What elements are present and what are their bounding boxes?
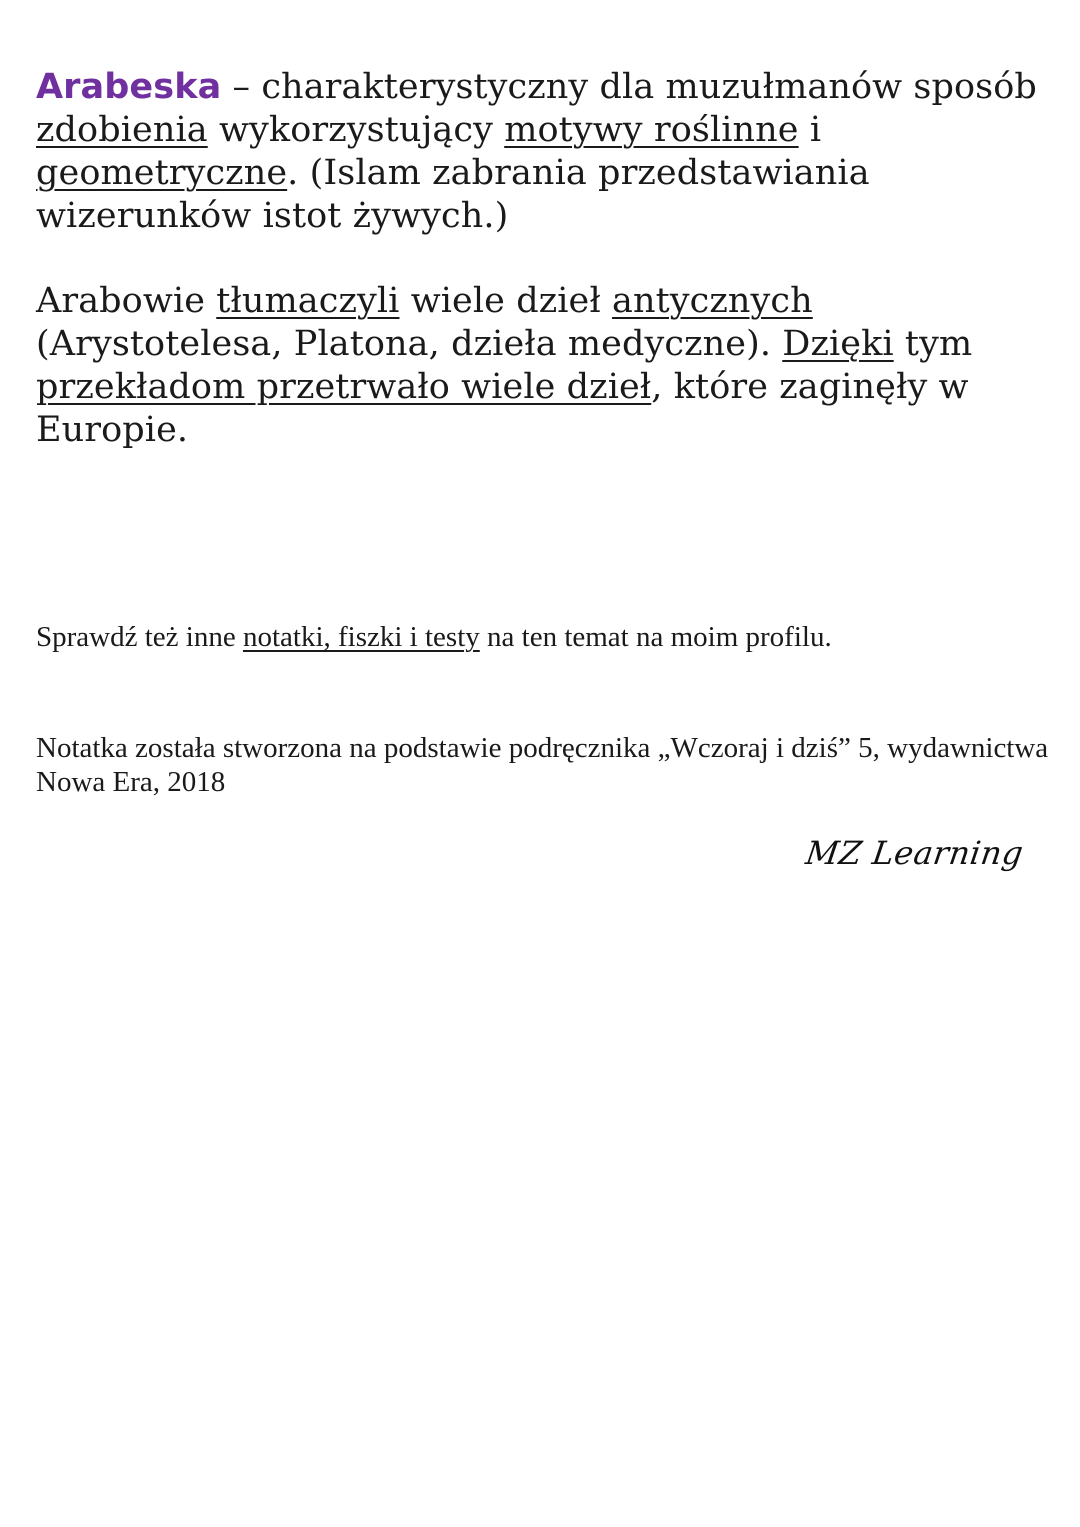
- underlined-antycznych: antycznych: [612, 281, 813, 321]
- text-segment: i: [798, 110, 822, 150]
- underlined-motywy: motywy roślinne: [504, 110, 799, 150]
- underlined-dzieki: Dzięki: [782, 324, 894, 364]
- paragraph-arabowie: [36, 280, 1046, 452]
- text-segment: Sprawdź też inne: [36, 621, 243, 653]
- source-note: Notatka została stworzona na podstawie podręcznika „Wczoraj i dziś” 5, wydawnictwa Nowa Era, 2018: [36, 732, 1049, 798]
- underlined-tlumaczyli: tłumaczyli: [216, 281, 400, 321]
- text-segment: . (Islam zabrania przedstawiania wizerunków istot żywych.): [36, 153, 870, 236]
- term-arabeska: Arabeska: [36, 67, 222, 107]
- profile-note: [36, 620, 1056, 654]
- text-segment: wykorzystujący: [207, 110, 505, 150]
- text-segment: tym: [893, 324, 973, 364]
- text-segment: na ten temat na moim profilu.: [479, 621, 832, 653]
- text-segment: , które zaginęły w Europie.: [36, 367, 969, 450]
- underlined-notatki-fiszki-testy: notatki, fiszki i testy: [242, 621, 480, 653]
- text-segment: (Arystotelesa, Platona, dzieła medyczne).: [36, 324, 783, 364]
- underlined-przekladom: przekładom przetrwało wiele dzieł: [36, 367, 652, 407]
- text-segment: wiele dzieł: [399, 281, 613, 321]
- text-segment: Arabowie: [36, 281, 217, 321]
- paragraph-arabeska: [36, 66, 1046, 238]
- underlined-zdobienia: zdobienia: [36, 110, 208, 150]
- underlined-geometryczne: geometryczne: [36, 153, 288, 193]
- text-segment: – charakterystyczny dla muzułmanów sposób: [221, 67, 1037, 107]
- signature: MZ Learning: [803, 834, 1026, 872]
